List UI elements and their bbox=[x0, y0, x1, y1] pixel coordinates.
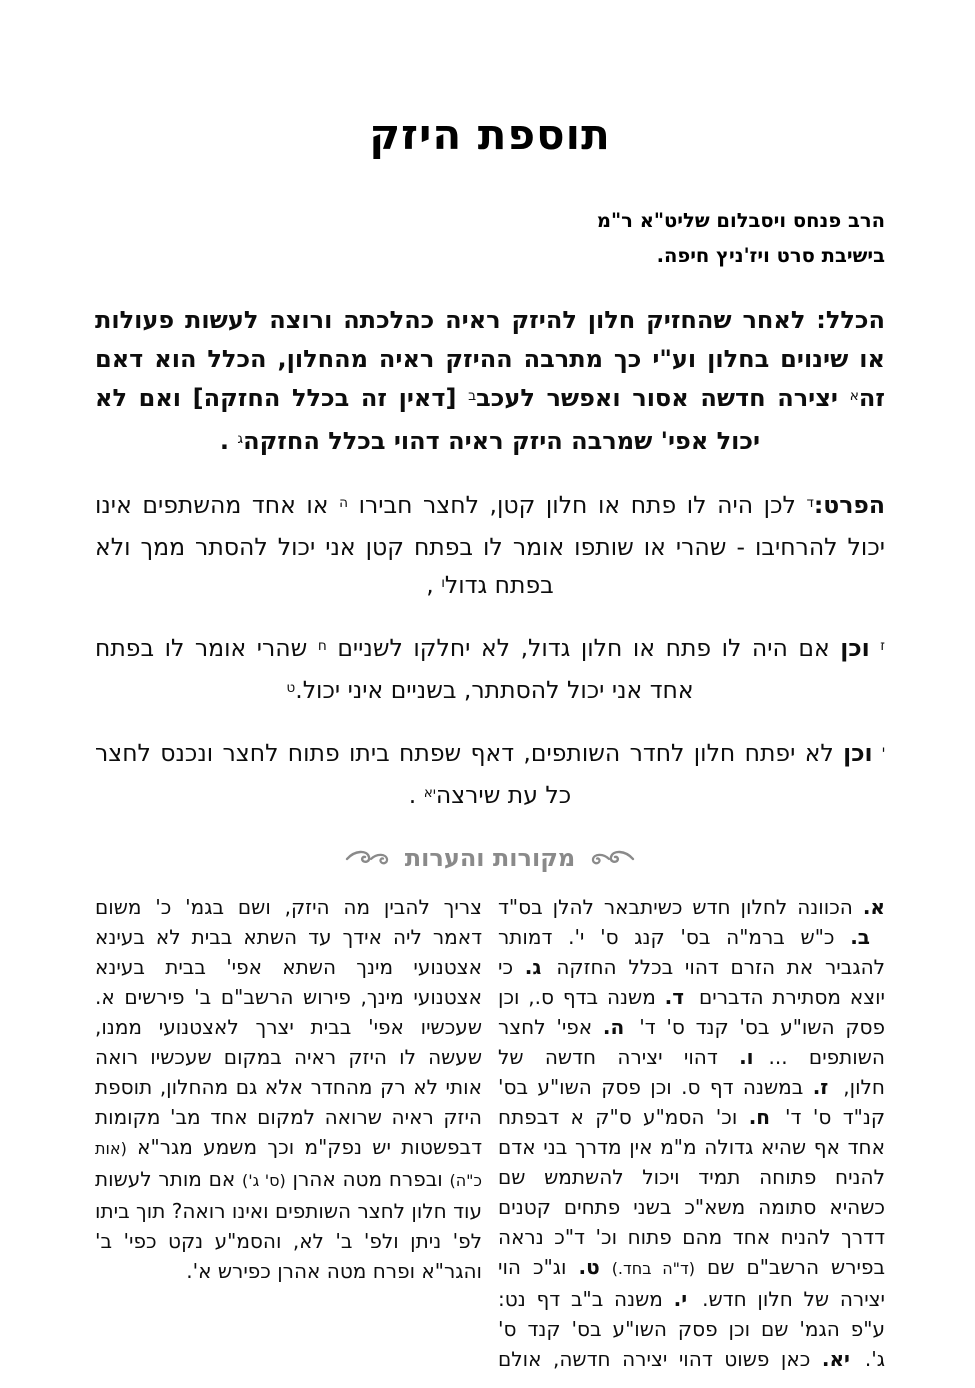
author-line-1: הרב פנחס ויסבלום שליט"א ר"מ bbox=[596, 209, 885, 232]
section-divider-title: מקורות והערות bbox=[404, 844, 576, 872]
author-block bbox=[493, 203, 885, 273]
paragraph-veken-window: $^ז$ וכן אם היה לו פתח או חלון גדול, לא יחלקו לשניים $^ח$ שהרי אומר לו בפתח אחד אני יכול להסתתר, בשניים איני יכול.$^ט$ bbox=[95, 634, 885, 704]
right-flourish-icon bbox=[589, 846, 635, 870]
footnotes-text: א. הכוונה לחלון חדש כשיתבאר להלן בס"ד ב. כ"ש ברמ"ה בס' קנג ס' י'. דמותר להגביר את הזרם דהוי בכלל החזקהג. כי יוצא מסתירת הדבריםד. משנה בדף ס., וכן פסק השו"ע בס' קנד ס' ד'ה. אפי' לחצר השותפים ...ו. דהוי יצירה חדשה של חלון,ז. במשנה דף ס. וכן פסק השו"ע בס' קנ"ד ס' ד'ח. וכ' הסמ"ע ס"ק א דבפתח אחד אף שהיא גדולה מ"מ אין מדרך בני אדם להניח פתוחה תמיד ויכול להשתמש שם כשהיא סתומה משא"כ בשני פתחים קטנים דדרך להניח אחד מהם פתוח וכ' ד"כ נראה בפירש הרשב"ם שם (ד"ה בחד.) ט. וג"כ הוי יצירה של חלון חדש.י. משנה ב"ב דף נט: ע"פ הגמ' שם וכן פסק השו"ע בס' קנד ס' ג'.יא. כאן פשוט דהוי יצירה חדשה, אולם צריך להבין מה היזק, ושם בגמ' כ' משום דאמר ליה אידך עד השתא בבית לא בעינא אצטנועי מינך השתא אפי' בבית בעינא אצטנועי מינך, פירוש הרשב"ם ב' פירשים א. שעכשיו אפי' בבית יצרך לאצטנועי ממנו, שעשה לו היזק ראיה במקום שעכשיו רואה אותי לא רק מהחדר אלא גם מהחלון, תוספת היזק ראיה שרואה למקום אחד מב' מקומות דבפשטות יש נפק"מ וכך משמע מגר"א (אות כ"ה) ובפרח מטה אהרן (ס' ג') אם מותר לעשות עוד חלון לחצר השותפים ואינו רואה? תוך ביתו לפ' ניתן ולפ' ב' לא, והסמ"ע נקט כפי' ב' והגר"א ופרח מטה אהרן כפירש א'. bbox=[95, 895, 886, 1371]
page-content bbox=[0, 110, 975, 1378]
body-text bbox=[95, 301, 885, 818]
paragraph-prat: הפרט:$^ד$ לכן היה לו פתח או חלון קטן, לחצר חבירו $^ה$ או אחד מהשתפים אינו יכול להרחיבו - שהרי או שותפו אומר לו בפתח קטן אני יכול להסתר ממך ולא בפתח גדול$^ו$ , bbox=[95, 491, 885, 599]
author-line-2: בישיבת סרט ויז'ניץ חיפה. bbox=[656, 244, 885, 267]
paragraph-klal: הכלל: לאחר שהחזיק חלון להיזק ראיה כהלכתה ורוצה לעשות פעולות או שינוים בחלון וע"י כך מתרבה ההיזק ראיה מהחלון, הכלל הוא דאם זה$^א$ יצירה חדשה אסור ואפשר לעכב$^ב$ [דאין זה בכלל החזקה] ואם לא יכול אפי' שמרבה היזק ראיה דהוי בכלל החזקה$^ג$ . bbox=[95, 306, 886, 455]
page-title: תוספת היזק bbox=[369, 110, 611, 159]
paragraph-veken-courtyard: $^י$ וכן לא יפתח חלון לחדר השותפים, דאף שפתח ביתו פתוח לחצר ונכנס לחצר כל עת שירצה$^{יא}$ . bbox=[95, 739, 885, 809]
section-divider bbox=[95, 844, 885, 872]
left-flourish-icon bbox=[345, 846, 391, 870]
